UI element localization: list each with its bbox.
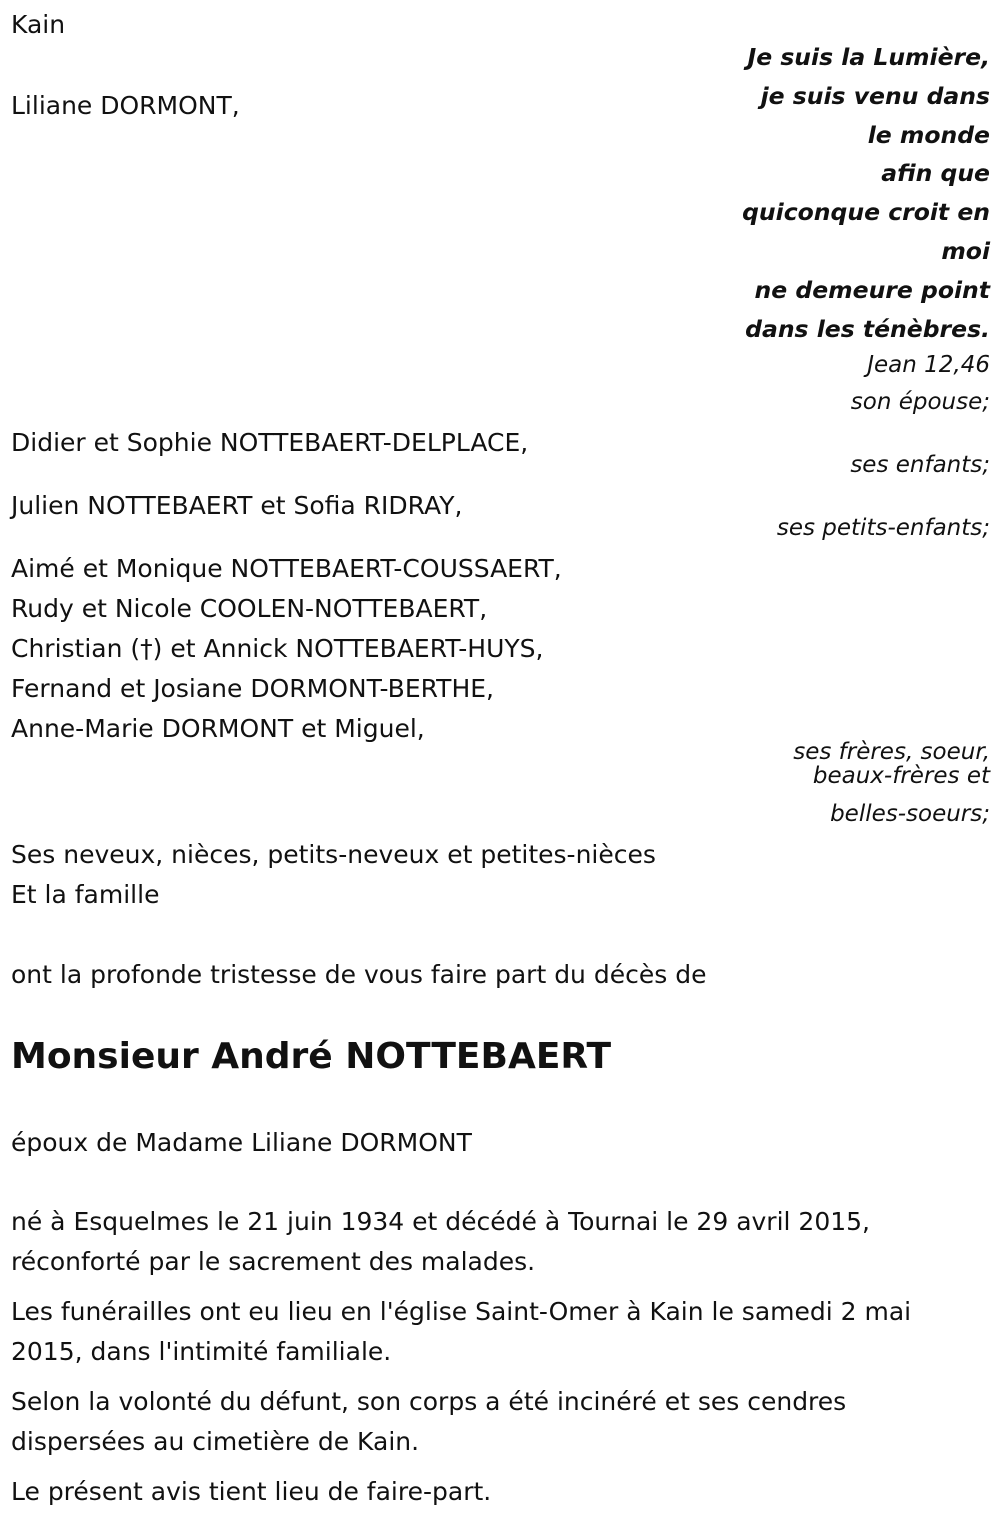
- location-heading: Kain: [11, 10, 66, 39]
- verse-line: ne demeure point: [754, 275, 990, 304]
- relation-children: ses enfants;: [850, 452, 990, 478]
- verse-reference: Jean 12,46: [867, 352, 990, 378]
- spouse-name: Liliane DORMONT,: [11, 91, 240, 120]
- list-item: Fernand et Josiane DORMONT-BERTHE,: [11, 674, 494, 703]
- funeral-paragraph: Les funérailles ont eu lieu en l'église Saint-Omer à Kain le samedi 2 mai 2015, dans l'intimité familiale.: [11, 1297, 912, 1366]
- list-item: Rudy et Nicole COOLEN-NOTTEBAERT,: [11, 594, 488, 623]
- list-item: Ses neveux, nièces, petits-neveux et petites-nièces: [11, 840, 656, 869]
- verse-line: Je suis la Lumière,: [747, 43, 990, 71]
- bible-verse: [742, 38, 990, 348]
- verse-line: je suis venu dans: [760, 81, 990, 110]
- announcement-text: ont la profonde tristesse de vous faire part du décès de: [11, 960, 707, 989]
- deceased-name: Monsieur André NOTTEBAERT: [11, 1036, 612, 1077]
- relation-siblings: [793, 740, 990, 788]
- birth-death-paragraph: né à Esquelmes le 21 juin 1934 et décédé à Tournai le 29 avril 2015, réconforté par le sacrement des malades.: [11, 1207, 870, 1276]
- list-item: Didier et Sophie NOTTEBAERT-DELPLACE,: [11, 428, 529, 457]
- list-item: Anne-Marie DORMONT et Miguel,: [11, 714, 425, 743]
- verse-line: dans les ténèbres.: [745, 314, 990, 343]
- list-item: Aimé et Monique NOTTEBAERT-COUSSAERT,: [11, 554, 562, 583]
- children-list: [11, 423, 528, 463]
- relation-siblings-line: belles-soeurs;: [830, 801, 990, 827]
- list-item: Christian (†) et Annick NOTTEBAERT-HUYS,: [11, 634, 544, 663]
- relation-grandchildren: ses petits-enfants;: [776, 515, 990, 541]
- list-item: Et la famille: [11, 880, 160, 909]
- grandchildren-list: [11, 486, 462, 526]
- relation-siblings-line: beaux-frères et: [812, 763, 990, 789]
- cremation-paragraph: Selon la volonté du défunt, son corps a été incinéré et ses cendres dispersées au cimetière de Kain.: [11, 1387, 847, 1456]
- relation-siblings-line: ses frères, soeur,: [793, 739, 990, 765]
- extended-family-list: [11, 835, 656, 915]
- list-item: Julien NOTTEBAERT et Sofia RIDRAY,: [11, 491, 463, 520]
- deceased-relation: époux de Madame Liliane DORMONT: [11, 1128, 472, 1157]
- verse-line: moi: [941, 236, 990, 265]
- verse-line: le monde: [867, 120, 990, 149]
- verse-line: afin que: [881, 159, 990, 188]
- verse-line: quiconque croit en: [742, 198, 990, 227]
- notice-paragraph: Le présent avis tient lieu de faire-part.: [11, 1477, 492, 1506]
- relation-spouse: son épouse;: [850, 389, 990, 415]
- siblings-list: [11, 549, 562, 749]
